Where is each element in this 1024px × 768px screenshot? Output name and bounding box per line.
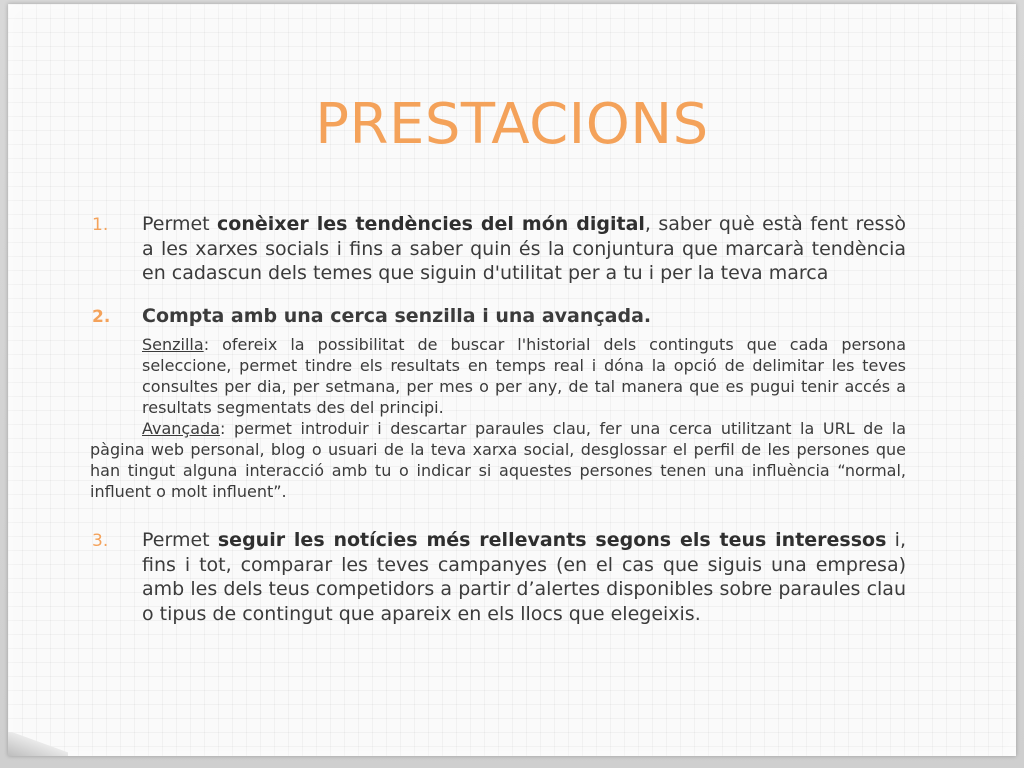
list-number-3: 3. — [92, 531, 109, 551]
item-1-text-before: Permet — [142, 213, 218, 235]
page-curl-decoration — [8, 732, 68, 756]
senzilla-text: : ofereix la possibilitat de buscar l'historial dels continguts que cada persona seleccione, permet tindre els resultats en temps real i dóna la opció de delimitar les teves consultes per dia, per setmana, per mes o per any, de tal manera que es pugui tenir accés a resultats segmentats des del principi. — [142, 335, 906, 417]
avancada-paragraph — [90, 418, 906, 502]
slide-title: PRESTACIONS — [315, 92, 709, 157]
avancada-label: Avançada — [142, 419, 220, 438]
item-3-text-before: Permet — [142, 529, 218, 551]
item-1-text-after: , saber què està fent ressò a les xarxes socials i fins a saber quin és la conjuntura que marcarà tendència en cadascun dels temes que siguin d'utilitat per a tu i per la teva marca — [142, 213, 906, 284]
senzilla-label: Senzilla — [142, 335, 204, 354]
list-number-1: 1. — [92, 215, 109, 235]
item-1-text-bold: conèixer les tendències del món digital — [217, 213, 645, 235]
list-item-1 — [90, 212, 906, 286]
list-number-2: 2. — [92, 306, 111, 327]
slide-content — [90, 212, 906, 626]
list-item-2 — [90, 304, 906, 329]
senzilla-paragraph — [90, 334, 906, 418]
list-item-3 — [90, 528, 906, 626]
item-2-text: Compta amb una cerca senzilla i una avançada. — [142, 304, 652, 327]
item-3-text-after: i, fins i tot, comparar les teves campanyes (en el cas que siguis una empresa) amb les dels teus competidors a partir d’alertes disponibles sobre paraules clau o tipus de contingut que apareix en els llocs que elegeixis. — [142, 529, 906, 625]
item-3-text-bold: seguir les notícies més rellevants segons els teus interessos — [217, 529, 887, 551]
avancada-text: : permet introduir i descartar paraules clau, fer una cerca utilitzant la URL de la pàgina web personal, blog o usuari de la teva xarxa social, desglossar el perfil de les persones que han tingut alguna interacció amb tu o indicar si aquestes persones tenen una influència “normal, influent o molt influent”. — [90, 419, 906, 501]
